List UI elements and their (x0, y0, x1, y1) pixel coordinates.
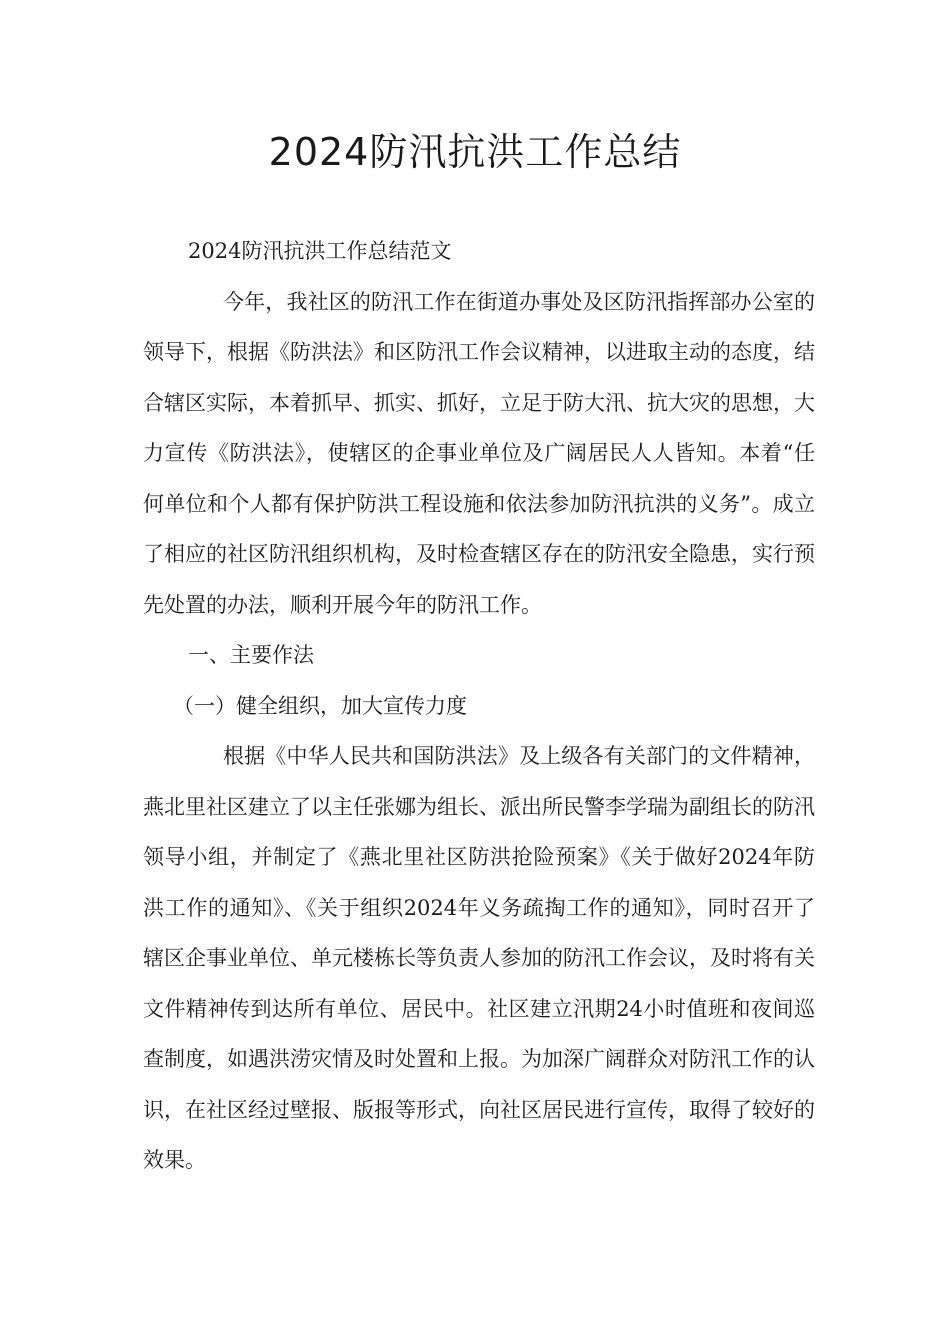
section-heading-main-methods: 一、主要作法 (188, 643, 314, 667)
subsection-heading-organization: （一）健全组织，加大宣传力度 (173, 693, 467, 718)
paragraph-organization: 根据《中华人民共和国防洪法》及上级各有关部门的文件精神，燕北里社区建立了以主任张娜为组长、派出所民警李学瑞为副组长的防汛领导小组，并制定了《燕北里社区防洪抢险预案》《关于做好2024年防洪工作的通知》、《关于组织2024年义务疏掏工作的通知》，同时召开了辖区企事业单位、单元楼栋长等负责人参加的防汛工作会议，及时将有关文件精神传到达所有单位、居民中。社区建立汛期24小时值班和夜间巡查制度，如遇洪涝灾情及时处置和上报。为加深广阔群众对防汛工作的认识，在社区经过壁报、版报等形式，向社区居民进行宣传，取得了较好的效果。 (143, 744, 815, 1172)
document-body (143, 226, 815, 1186)
document-subtitle: 2024防汛抗洪工作总结范文 (188, 239, 452, 263)
paragraph-intro: 今年，我社区的防汛工作在街道办事处及区防汛指挥部办公室的领导下，根据《防洪法》和区防汛工作会议精神，以进取主动的态度，结合辖区实际，本着抓早、抓实、抓好，立足于防大汛、抗大灾的思想，大力宣传《防洪法》，使辖区的企事业单位及广阔居民人人皆知。本着“任何单位和个人都有保护防洪工程设施和依法参加防汛抗洪的义务”。成立了相应的社区防汛组织机构，及时检查辖区存在的防汛安全隐患，实行预先处置的办法，顺利开展今年的防汛工作。 (143, 289, 815, 617)
document-title: 2024防汛抗洪工作总结 (268, 130, 682, 174)
